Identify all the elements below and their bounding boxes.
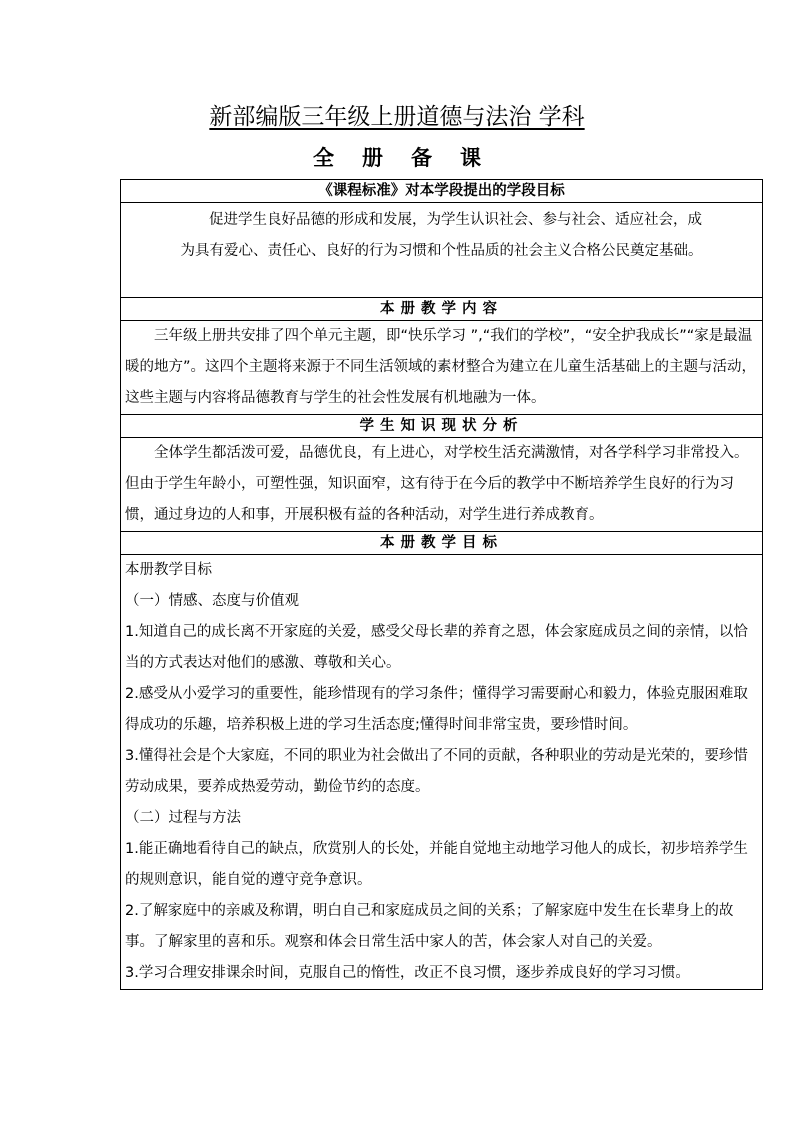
paragraph-line: 促进学生良好品德的形成和发展，为学生认识社会、参与社会、适应社会，成 [209, 212, 702, 228]
document-subtitle: 全册备课 [313, 146, 509, 170]
paragraph-line: 为具有爱心、责任心、良好的行为习惯和个性品质的社会主义合格公民奠定基础。 [180, 243, 703, 259]
goal-item: 1.知道自己的成长离不开家庭的关爱，感受父母长辈的养育之恩，体会家庭成员之间的亲情，以恰当的方式表达对他们的感激、尊敬和关心。 [125, 624, 748, 671]
goal-item: 3.学习合理安排课余时间，克服自己的惰性，改正不良习惯，逐步养成良好的学习习惯。 [125, 965, 690, 981]
section-heading-analysis: 学生知识现状分析 [121, 415, 763, 438]
goal-item: 3.懂得社会是个大家庭，不同的职业为社会做出了不同的贡献，各种职业的劳动是光荣的，要珍惜劳动成果，要养成热爱劳动，勤俭节约的态度。 [125, 748, 748, 795]
section-body-content [121, 321, 763, 415]
section-body-standards [121, 203, 763, 298]
section-body-goals [121, 555, 763, 990]
section-heading-content: 本册教学内容 [121, 298, 763, 321]
goal-subheading: （二）过程与方法 [125, 810, 241, 826]
goal-item: 2.了解家庭中的亲戚及称谓，明白自己和家庭成员之间的关系；了解家庭中发生在长辈身上的故事。了解家里的喜和乐。观察和体会日常生活中家人的苦，体会家人对自己的关爱。 [125, 903, 734, 950]
goal-subheading: （一）情感、态度与价值观 [125, 593, 299, 609]
paragraph: 全体学生都活泼可爱，品德优良，有上进心，对学校生活充满激情，对各学科学习非常投入。但由于学生年龄小，可塑性强，知识面窄，这有待于在今后的教学中不断培养学生良好的行为习惯，通过身边的人和事，开展积极有益的各种活动，对学生进行养成教育。 [125, 445, 749, 523]
section-heading-goals: 本册教学目标 [121, 532, 763, 555]
goal-item: 2.感受从小爱学习的重要性，能珍惜现有的学习条件；懂得学习需要耐心和毅力，体验克服困难取得成功的乐趣，培养积极上进的学习生活态度;懂得时间非常宝贵，要珍惜时间。 [125, 686, 748, 733]
goal-line: 本册教学目标 [125, 562, 212, 578]
lesson-plan-table [120, 179, 763, 990]
section-body-analysis [121, 438, 763, 532]
document-title [0, 102, 794, 132]
document-title-text: 新部编版三年级上册道德与法治 学科 [209, 104, 585, 130]
section-heading-standards: 《课程标准》对本学段提出的学段目标 [121, 180, 763, 203]
goal-item: 1.能正确地看待自己的缺点，欣赏别人的长处，并能自觉地主动地学习他人的成长，初步培养学生的规则意识，能自觉的遵守竞争意识。 [125, 841, 748, 888]
paragraph: 三年级上册共安排了四个单元主题，即“快乐学习 ”,“我们的学校”，“安全护我成长”“家是最温暖的地方”。这四个主题将来源于不同生活领域的素材整合为建立在儿童生活基础上的主题与活动，这些主题与内容将品德教育与学生的社会性发展有机地融为一体。 [125, 328, 757, 406]
